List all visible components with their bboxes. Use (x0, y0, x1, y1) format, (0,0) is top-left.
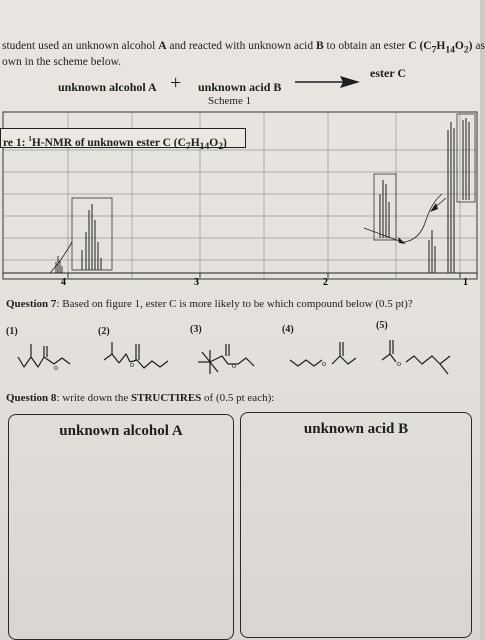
scheme-reactant-acid: unknown acid B (198, 80, 282, 94)
intro-text: student used an unknown alcohol (2, 40, 159, 52)
figure-label-prefix: re 1: (3, 136, 29, 149)
formula-sub: 14 (445, 44, 455, 56)
question-7-label: Question 7 (6, 298, 57, 310)
figure-label-sup: 1 (28, 135, 32, 143)
question-7 (6, 298, 413, 310)
question-8-emphasis: STRUCTIRES (130, 392, 202, 404)
choice-1-label: (1) (6, 326, 18, 337)
formula-sub: 7 (431, 44, 437, 56)
formula-h: H (190, 136, 200, 149)
question-8-label: Question 8 (6, 392, 57, 404)
formula-sub: 14 (199, 141, 210, 153)
formula-o: O (454, 40, 464, 52)
choice-5-label: (5) (376, 320, 388, 331)
scheme-product-ester: ester C (370, 66, 407, 80)
intro-line-2: own in the scheme below. (2, 56, 122, 68)
acid-letter: B (315, 40, 324, 52)
answer-box-acid-title: unknown acid B (303, 421, 409, 437)
svg-text:o: o (397, 359, 401, 368)
tick-label-4: 4 (61, 277, 66, 288)
formula-sub: 7 (185, 141, 191, 153)
svg-text:o: o (130, 360, 134, 369)
intro-text: as (472, 40, 485, 52)
formula-sub: 2 (463, 44, 469, 56)
choice-4-label: (4) (282, 324, 294, 335)
scheme-caption: Scheme 1 (208, 95, 252, 107)
ester-formula: C (C (408, 40, 432, 52)
formula-close: ) (468, 40, 473, 52)
molecule-3[interactable] (198, 344, 254, 374)
tick-label-1: 1 (463, 277, 468, 288)
molecule-5[interactable] (382, 340, 450, 374)
formula-o: O (209, 136, 219, 149)
choice-2-label: (2) (98, 326, 110, 337)
question-8-text: : write down the (56, 392, 131, 404)
figure-label (0, 128, 246, 153)
formula-sub: 2 (218, 141, 223, 153)
intro-text: and reacted with unknown acid (166, 40, 316, 52)
answer-box-alcohol[interactable] (8, 414, 234, 640)
svg-text:o: o (232, 361, 236, 370)
answer-box-acid[interactable] (240, 412, 472, 638)
formula-close: ) (223, 136, 227, 149)
alcohol-letter: A (158, 40, 167, 52)
molecule-1[interactable] (18, 344, 70, 372)
tick-label-2: 2 (323, 277, 328, 288)
figure-label-text: H-NMR of unknown ester C (C (31, 136, 186, 149)
choice-3-label: (3) (190, 324, 202, 335)
answer-box-alcohol-title: unknown alcohol A (59, 423, 183, 439)
molecule-2[interactable] (104, 342, 168, 369)
tick-label-3: 3 (194, 277, 199, 288)
question-7-text: : Based on figure 1, ester C is more likely to be which compound below (0.5 pt)? (56, 298, 413, 310)
molecule-4[interactable] (290, 342, 356, 368)
svg-text:o: o (322, 359, 326, 368)
formula-h: H (436, 40, 446, 52)
intro-text: to obtain an ester (323, 40, 409, 52)
scheme-reactant-alcohol: unknown alcohol A (58, 80, 157, 94)
question-8-text: of (0.5 pt each): (201, 392, 275, 404)
svg-text:o: o (54, 363, 58, 372)
scheme-plus: + (170, 72, 182, 94)
question-8 (6, 392, 274, 404)
molecule-choices (0, 320, 480, 390)
intro-line-1 (2, 40, 485, 55)
